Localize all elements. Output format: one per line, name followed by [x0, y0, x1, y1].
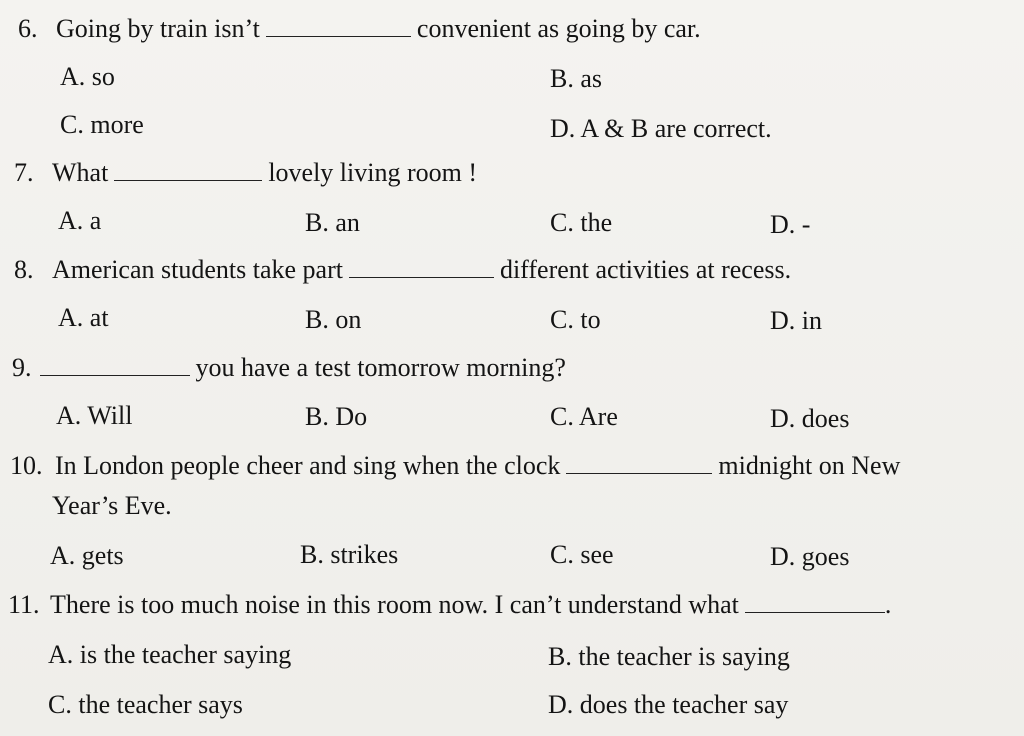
option-a[interactable]: A. so: [60, 62, 115, 91]
option-c[interactable]: C. to: [550, 305, 601, 334]
question-number: 7.: [14, 158, 34, 187]
question-text-before: What: [52, 158, 109, 187]
question-number: 10.: [10, 451, 43, 480]
question-number: 11.: [8, 590, 40, 619]
answer-blank[interactable]: [566, 451, 712, 474]
option-a[interactable]: A. gets: [50, 541, 124, 570]
question-number: 9.: [12, 353, 32, 382]
option-d[interactable]: D. goes: [770, 542, 850, 571]
question-text-before: Going by train isn’t: [56, 14, 260, 43]
question-9: [12, 353, 566, 383]
option-a[interactable]: A. is the teacher saying: [48, 640, 292, 669]
answer-blank[interactable]: [745, 590, 885, 613]
question-7: [14, 158, 477, 188]
question-text-after: .: [884, 590, 892, 619]
question-text-after: you have a test tomorrow morning?: [195, 353, 566, 382]
question-number: 8.: [14, 255, 34, 284]
option-b[interactable]: B. Do: [305, 402, 368, 431]
option-c[interactable]: C. Are: [550, 402, 618, 431]
question-text-after: lovely living room !: [268, 158, 478, 187]
option-b[interactable]: B. on: [305, 305, 362, 334]
answer-blank[interactable]: [114, 158, 262, 181]
option-b[interactable]: B. strikes: [300, 540, 399, 569]
option-c[interactable]: C. the teacher says: [48, 690, 243, 719]
option-d[interactable]: D. does: [770, 404, 850, 433]
question-text-before: There is too much noise in this room now. I can’t understand what: [50, 590, 739, 619]
option-c[interactable]: C. more: [60, 110, 144, 139]
option-d[interactable]: D. in: [770, 306, 822, 335]
question-text-before: In London people cheer and sing when the clock: [55, 451, 561, 480]
option-b[interactable]: B. as: [550, 64, 602, 93]
question-8: [14, 255, 791, 285]
option-c[interactable]: C. the: [550, 208, 613, 237]
option-d[interactable]: D. A & B are correct.: [550, 114, 772, 143]
question-10: [10, 451, 900, 481]
option-d[interactable]: D. does the teacher say: [548, 690, 789, 719]
question-6: [18, 14, 701, 44]
question-text-after: midnight on New: [718, 451, 901, 480]
option-a[interactable]: A. at: [58, 303, 109, 332]
option-b[interactable]: B. an: [305, 208, 360, 237]
answer-blank[interactable]: [266, 14, 411, 37]
option-b[interactable]: B. the teacher is saying: [548, 642, 790, 671]
option-c[interactable]: C. see: [550, 540, 614, 569]
question-text-after: convenient as going by car.: [416, 14, 701, 43]
question-11: [8, 590, 891, 620]
question-text-before: American students take part: [52, 255, 343, 284]
answer-blank[interactable]: [349, 255, 494, 278]
answer-blank[interactable]: [40, 353, 190, 376]
option-a[interactable]: A. a: [58, 206, 102, 235]
question-10-continuation: Year’s Eve.: [52, 491, 172, 520]
question-text-after: different activities at recess.: [499, 255, 792, 284]
question-number: 6.: [18, 14, 38, 43]
option-d[interactable]: D. -: [770, 210, 811, 239]
option-a[interactable]: A. Will: [56, 401, 133, 430]
